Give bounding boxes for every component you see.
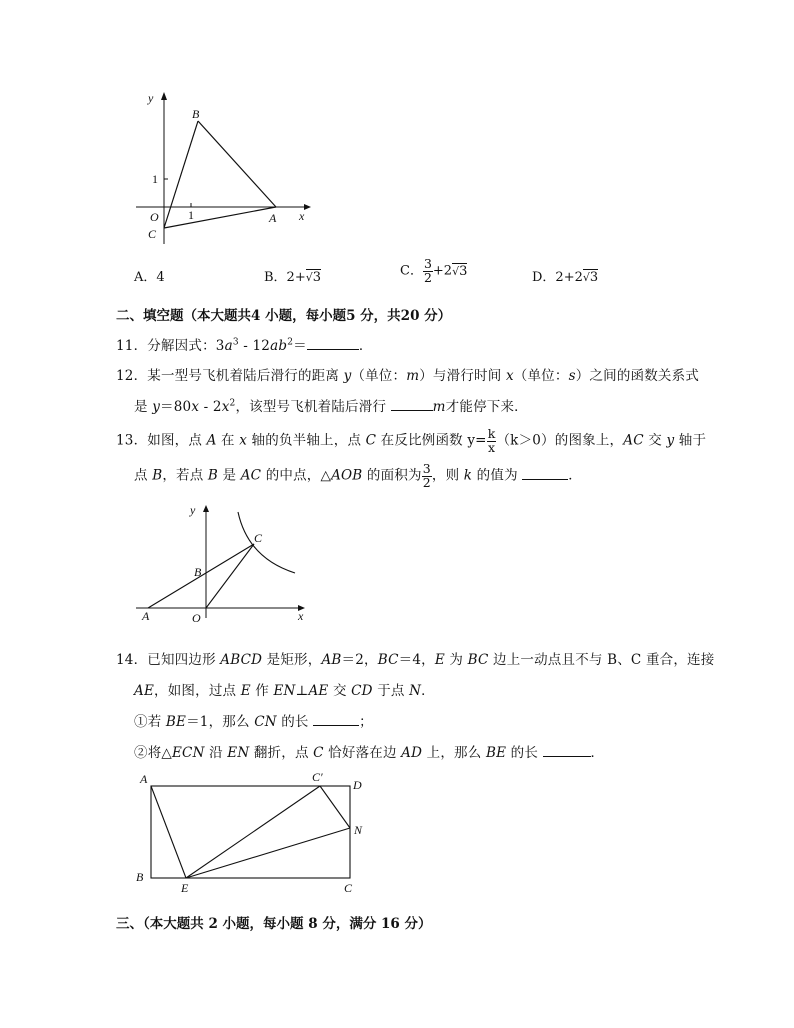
q14-seg-AD: AD [401,745,423,761]
q14-point-B: B [607,652,618,668]
option-b-radicand: 3 [312,270,322,285]
q12-text: ，该型号飞机着陆后滑行 [235,399,391,415]
q11-text: 分解因式：3 [147,338,225,354]
label-B: B [136,870,144,884]
q13-triangle-AOB: AOB [331,467,363,484]
q14-seg-BC: BC [377,652,399,668]
label-x: x [298,609,304,623]
q14-text: 是矩形， [262,652,322,668]
q14-text: 的长 [506,745,543,761]
q14-text: 已知四边形 [147,652,221,668]
q13-text: 轴于 [674,432,707,449]
option-c-sqrt: √3 [452,263,468,279]
label-O: O [150,210,159,224]
q12-text: 是 [134,399,153,415]
q13-text: （k＞0）的图象上， [496,432,624,449]
q14-text: ，如图，过点 [154,683,241,699]
q12-var-y: y [343,368,352,384]
x-axis-arrow [304,204,311,210]
q12-number: 12． [116,368,148,384]
q12-text: ）与滑行时间 [419,368,506,384]
q13-text: ，若点 [162,467,208,484]
q13-number: 13． [116,432,148,449]
q11-exp-2: 2 [287,337,294,348]
q14-text: ； [359,714,373,730]
q14-text: 为 [444,652,468,668]
q14-seg-BE: BE [165,714,187,730]
y-axis-arrow [203,505,209,512]
q13-var-y: y [666,432,675,449]
q13-var-x: x [239,432,248,449]
segment-EN [186,828,350,878]
q14-point-E: E [240,683,251,699]
option-c-radicand: 3 [459,263,468,279]
q14-seg-EN: EN [227,745,250,761]
q11-exp-3: 3 [232,337,239,348]
option-b-sqrt: √3 [305,270,322,285]
q13-frac-den: 2 [422,474,431,490]
segment-AE [151,786,186,878]
q12-line-2 [134,395,528,415]
q13-segment-AC: AC [240,467,262,484]
option-b[interactable] [264,266,321,285]
q14-triangle-ECN: ECN [171,745,205,761]
q12-text: （单位： [351,368,407,384]
q12-var-x: x [221,399,230,415]
q12-unit-m: m [406,368,420,384]
y-axis-arrow [161,92,167,100]
label-D: D [353,778,362,792]
q13-point-C: C [365,432,377,449]
q14-answer-blank-2[interactable] [543,744,591,757]
q14-point-C: C [313,745,324,761]
option-a-text: A．4 [134,270,165,285]
q14-text: 的长 [276,714,314,730]
option-d-radicand: 3 [589,270,599,285]
q13-frac-num: 3 [422,461,431,476]
q14-text: 重合，连接 [641,652,715,668]
q13-text: 的面积为 [362,467,422,484]
q11-equals: ＝ [293,338,307,354]
q12-text: 某一型号飞机着陆后滑行的距离 [147,368,344,384]
q12-text: ）之间的函数关系式 [575,368,700,384]
q13-line-2 [134,463,582,489]
q12-unit-s: s [568,368,576,384]
q14-text: ＝4， [398,652,435,668]
q14-perp: ⊥ [295,683,309,699]
label-N: N [354,823,363,837]
label-A: A [140,772,148,786]
q12-answer-blank[interactable] [391,398,433,411]
q13-text: 如图，点 [147,432,207,449]
q13-line-1 [116,428,706,454]
segment-OC [206,544,254,608]
q14-text: 翻折，点 [249,745,314,761]
q13-frac-den: x [487,439,496,455]
q12-exp-2: 2 [229,398,236,409]
q14-text: ＝1，那么 [186,714,255,730]
q13-segment-AC: AC [623,432,644,449]
option-c-prefix: C． [400,263,423,279]
hyperbola-curve [238,512,295,573]
label-A: A [142,609,150,623]
option-c[interactable] [400,258,467,284]
q13-text: ，则 [431,467,464,484]
q14-text: 上，那么 [422,745,486,761]
label-A: A [269,211,277,225]
q13-text: 交 [643,432,667,449]
section-2-heading: 二、填空题（本大题共4 小题，每小题5 分，共20 分） [116,308,452,324]
option-c-den: 2 [423,269,432,285]
q14-seg-BC: BC [467,652,489,668]
section-3-heading: 三、（本大题共 2 小题，每小题 8 分，满分 16 分） [116,916,432,932]
q12-line-1 [116,364,699,384]
q14-text: ． [590,745,605,761]
q14-answer-blank-1[interactable] [313,713,359,726]
label-y: y [148,91,154,105]
segment-C-prime-N [320,786,350,828]
q13-var-k: k [463,467,473,484]
q11-var-a: a [224,338,233,354]
q12-var-y: y [152,399,161,415]
option-b-prefix: B．2+ [264,270,306,285]
q12-text: ＝80 [160,399,192,415]
q14-text: 沿 [204,745,228,761]
label-B: B [192,107,200,121]
q13-text: 的中点，△ [261,467,332,484]
q14-rectangle-figure [134,768,374,898]
q12-text: （单位： [513,368,569,384]
label-one-x: 1 [188,208,194,222]
q11-number: 11． [116,338,148,354]
label-C-prime: C′ [312,770,323,784]
q11-var-ab: ab [270,338,288,354]
q14-point-E: E [434,652,445,668]
q14-sub-2 [134,741,604,761]
q14-line-2 [134,679,435,699]
q14-seg-AB: AB [321,652,342,668]
q12-text: - 2 [199,399,222,415]
q14-text: 于点 [372,683,410,699]
q12-var-x: x [191,399,200,415]
q13-point-B: B [207,467,219,484]
q10-triangle-figure [128,86,318,246]
q13-frac-num: k [487,426,496,441]
q13-text: 在反比例函数 y= [376,432,487,449]
q14-text: ＝2， [341,652,378,668]
q14-seg-BE: BE [485,745,507,761]
q14-text: 恰好落在边 [323,745,402,761]
label-C: C [254,531,263,545]
q13-answer-blank[interactable] [522,467,568,480]
label-C: C [344,881,353,895]
q14-seg-CD: CD [351,683,373,699]
label-B: B [194,565,202,579]
q11-mid: - 12 [238,338,271,354]
segment-CA [164,207,276,228]
q14-line-1 [116,648,714,668]
q14-rect-ABCD: ABCD [220,652,263,668]
q14-text: ②将△ [134,745,172,761]
label-E: E [181,881,189,895]
q14-text: 交 [328,683,352,699]
option-d-prefix: D．2+2 [532,270,583,285]
q14-seg-AE: AE [308,683,329,699]
q14-point-N: N [409,683,422,699]
q13-point-A: A [206,432,217,449]
q11-end: ． [358,338,373,354]
label-C: C [148,227,157,241]
q14-seg-EN: EN [273,683,296,699]
q13-area-fraction [422,463,432,489]
option-d[interactable] [532,266,598,285]
q11-line [116,334,373,354]
label-O: O [192,611,201,625]
q14-text: 边上一动点且不与 [488,652,608,668]
label-x: x [299,209,305,223]
q13-text: 在 [216,432,240,449]
q13-text: 的值为 [472,467,523,484]
q14-seg-AE: AE [134,683,155,699]
option-a[interactable] [134,266,165,285]
segment-BA [198,121,276,207]
q14-text: ． [421,683,435,699]
q13-end: ． [568,467,582,484]
q14-text: 作 [250,683,274,699]
q12-unit-m: m [432,399,446,415]
q14-text: ①若 [134,714,166,730]
q11-answer-blank[interactable] [307,337,359,350]
label-y: y [190,503,196,517]
q13-text: 是 [218,467,241,484]
option-d-sqrt: √3 [582,270,599,285]
q14-text: 、 [617,652,631,668]
q13-text: 点 [134,467,153,484]
q14-seg-CN: CN [254,714,277,730]
q12-text: 才能停下来． [445,399,528,415]
q14-number: 14． [116,652,148,668]
q13-text: 轴的负半轴上，点 [247,432,366,449]
q14-sub-1 [134,710,373,730]
segment-EC-prime [186,786,320,878]
q13-point-B: B [152,467,163,484]
q14-point-C: C [630,652,642,668]
option-c-mid: +2 [432,263,453,279]
q13-hyperbola-figure [130,498,320,628]
q12-var-x: x [505,368,514,384]
option-c-fraction [423,258,433,284]
label-one-y: 1 [152,172,158,186]
option-c-num: 3 [423,256,432,271]
